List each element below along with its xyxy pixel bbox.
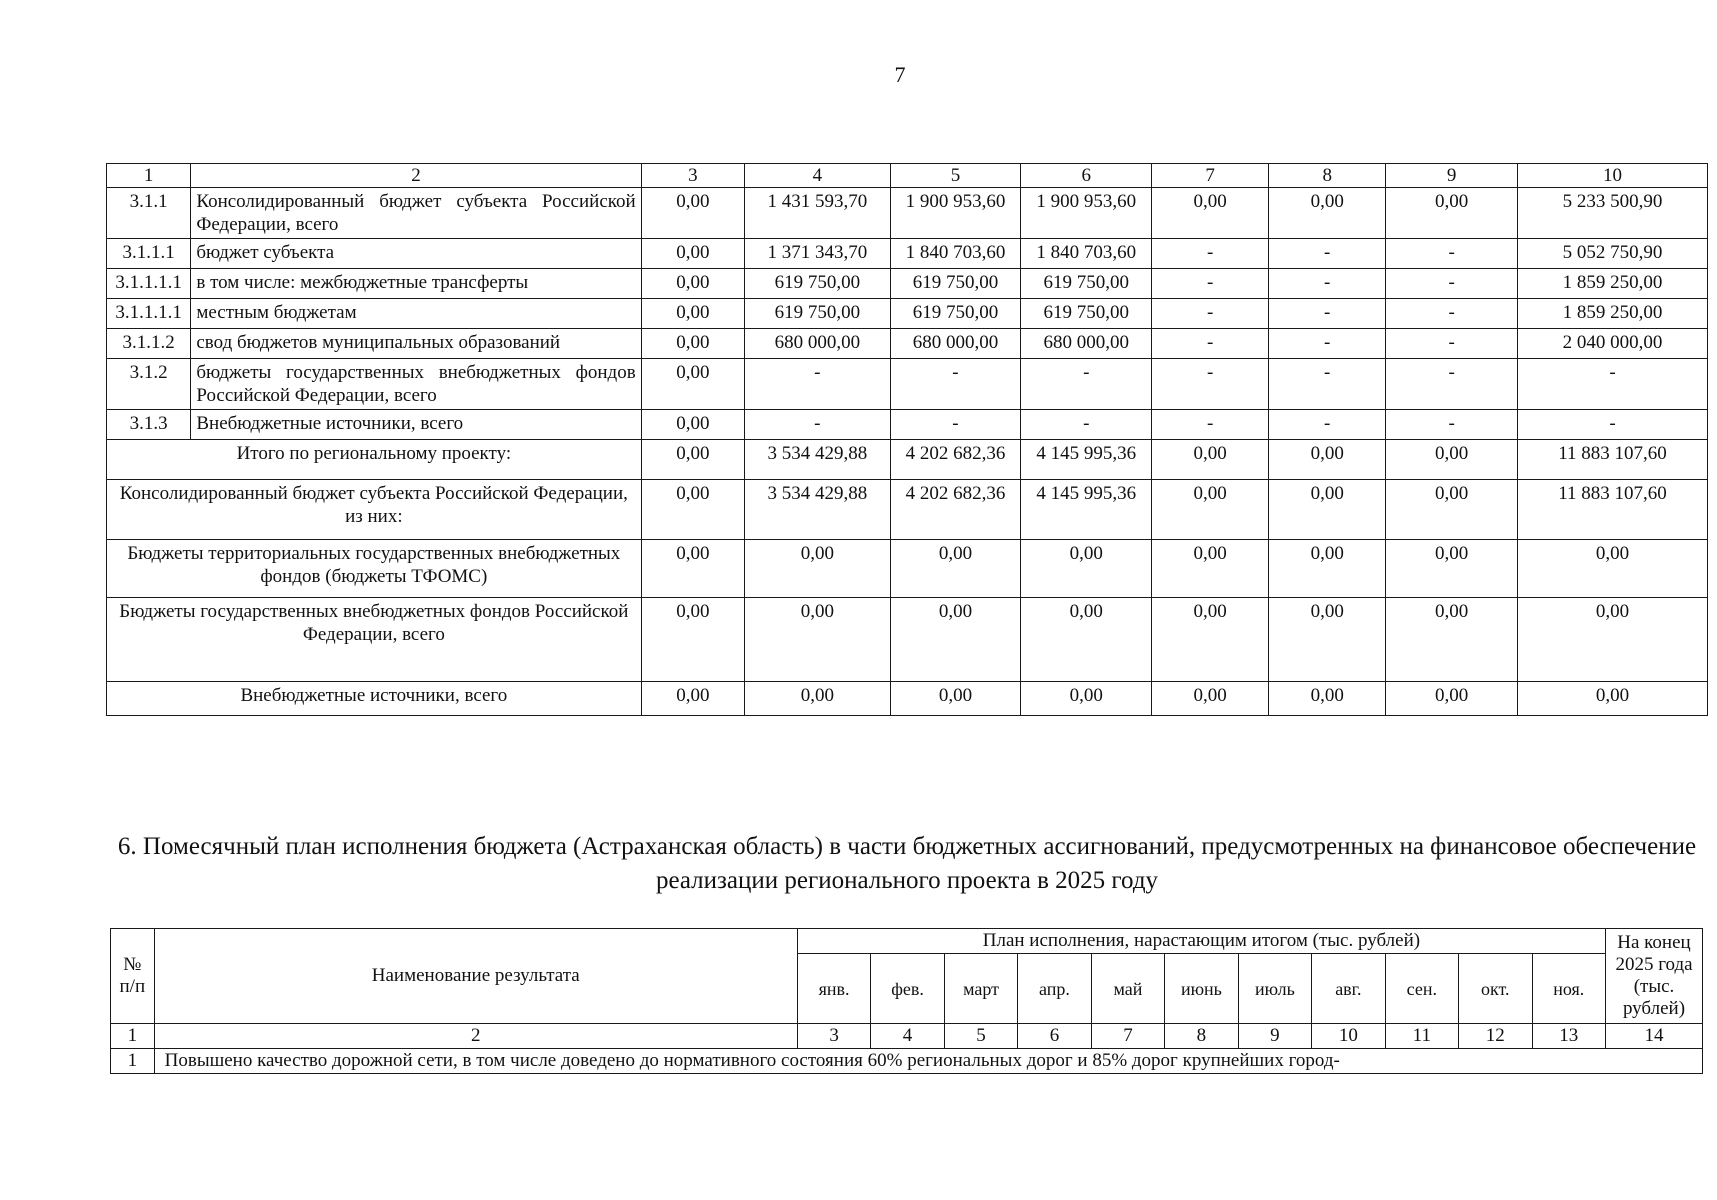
row-value: 1 371 343,70 bbox=[745, 239, 891, 269]
row-code: 3.1.1.2 bbox=[107, 329, 191, 359]
row-text: Повышено качество дорожной сети, в том числе доведено до нормативного состояния 60% региональных дорог и 85% дорог крупнейших город- bbox=[154, 1049, 1702, 1074]
row-value: 1 859 250,00 bbox=[1518, 299, 1708, 329]
row-value: 1 840 703,60 bbox=[1021, 239, 1152, 269]
row-value: - bbox=[1152, 410, 1269, 440]
row-value: - bbox=[1518, 359, 1708, 410]
row-value: - bbox=[1386, 239, 1518, 269]
summary-label: Консолидированный бюджет субъекта Российской Федерации, из них: bbox=[107, 480, 642, 540]
summary-value: 0,00 bbox=[890, 540, 1021, 598]
row-value: - bbox=[1269, 410, 1386, 440]
column-number: 2 bbox=[191, 164, 641, 188]
row-value: 0,00 bbox=[641, 410, 744, 440]
row-value: 2 040 000,00 bbox=[1518, 329, 1708, 359]
row-value: 0,00 bbox=[641, 239, 744, 269]
summary-value: 0,00 bbox=[1021, 540, 1152, 598]
row-name: Консолидированный бюджет субъекта Российской Федерации, всего bbox=[191, 188, 641, 239]
column-number-row bbox=[111, 1024, 1703, 1049]
row-value: 619 750,00 bbox=[890, 299, 1021, 329]
summary-value: 0,00 bbox=[745, 598, 891, 682]
column-number: 12 bbox=[1459, 1024, 1532, 1049]
summary-value: 4 145 995,36 bbox=[1021, 440, 1152, 480]
summary-row bbox=[107, 598, 1708, 682]
row-name: в том числе: межбюджетные трансферты bbox=[191, 269, 641, 299]
table-row bbox=[107, 269, 1708, 299]
month-header: март bbox=[944, 954, 1017, 1024]
column-number: 1 bbox=[107, 164, 191, 188]
row-value: 619 750,00 bbox=[1021, 299, 1152, 329]
summary-label: Бюджеты государственных внебюджетных фондов Российской Федерации, всего bbox=[107, 598, 642, 682]
row-value: - bbox=[1269, 359, 1386, 410]
column-number: 6 bbox=[1021, 164, 1152, 188]
summary-value: 0,00 bbox=[890, 598, 1021, 682]
row-code: 3.1.1.1 bbox=[107, 239, 191, 269]
row-value: - bbox=[1152, 329, 1269, 359]
row-value: 1 859 250,00 bbox=[1518, 269, 1708, 299]
summary-row bbox=[107, 540, 1708, 598]
plan-header: План исполнения, нарастающим итогом (тыс. рублей) bbox=[797, 929, 1605, 954]
row-value: - bbox=[1269, 239, 1386, 269]
summary-row bbox=[107, 682, 1708, 716]
summary-value: 0,00 bbox=[641, 682, 744, 716]
row-value: - bbox=[1152, 269, 1269, 299]
row-value: 0,00 bbox=[641, 269, 744, 299]
summary-value: 0,00 bbox=[1269, 440, 1386, 480]
summary-label: Итого по региональному проекту: bbox=[107, 440, 642, 480]
summary-value: 0,00 bbox=[1021, 682, 1152, 716]
summary-value: 0,00 bbox=[1518, 598, 1708, 682]
summary-value: 0,00 bbox=[745, 682, 891, 716]
month-header: май bbox=[1091, 954, 1164, 1024]
row-name: бюджеты государственных внебюджетных фондов Российской Федерации, всего bbox=[191, 359, 641, 410]
month-header: апр. bbox=[1018, 954, 1091, 1024]
row-value: - bbox=[1386, 299, 1518, 329]
table-row bbox=[107, 299, 1708, 329]
row-name: местным бюджетам bbox=[191, 299, 641, 329]
row-value: - bbox=[1269, 329, 1386, 359]
column-number: 1 bbox=[111, 1024, 155, 1049]
result-name-header: Наименование результата bbox=[154, 929, 797, 1024]
summary-value: 0,00 bbox=[1152, 540, 1269, 598]
column-number: 10 bbox=[1518, 164, 1708, 188]
row-value: - bbox=[890, 410, 1021, 440]
summary-value: 11 883 107,60 bbox=[1518, 480, 1708, 540]
summary-value: 0,00 bbox=[1152, 682, 1269, 716]
column-number: 3 bbox=[641, 164, 744, 188]
row-value: 0,00 bbox=[1269, 188, 1386, 239]
summary-value: 0,00 bbox=[745, 540, 891, 598]
summary-row bbox=[107, 440, 1708, 480]
summary-value: 0,00 bbox=[1386, 598, 1518, 682]
row-number: 1 bbox=[111, 1049, 155, 1074]
summary-value: 3 534 429,88 bbox=[745, 440, 891, 480]
summary-value: 0,00 bbox=[1021, 598, 1152, 682]
month-header: сен. bbox=[1385, 954, 1458, 1024]
number-column-header: № п/п bbox=[111, 929, 155, 1024]
table-row bbox=[107, 359, 1708, 410]
row-value: 619 750,00 bbox=[890, 269, 1021, 299]
summary-value: 0,00 bbox=[641, 598, 744, 682]
table-row bbox=[107, 410, 1708, 440]
page-number: 7 bbox=[894, 62, 906, 87]
row-value: - bbox=[1269, 299, 1386, 329]
column-number: 6 bbox=[1018, 1024, 1091, 1049]
summary-value: 0,00 bbox=[1518, 540, 1708, 598]
table-row bbox=[107, 239, 1708, 269]
month-header: июнь bbox=[1165, 954, 1238, 1024]
row-value: - bbox=[1152, 359, 1269, 410]
column-number: 13 bbox=[1532, 1024, 1605, 1049]
row-value: 619 750,00 bbox=[745, 269, 891, 299]
summary-value: 0,00 bbox=[1386, 480, 1518, 540]
row-value: 680 000,00 bbox=[890, 329, 1021, 359]
row-value: - bbox=[1518, 410, 1708, 440]
column-number: 8 bbox=[1269, 164, 1386, 188]
column-number: 5 bbox=[944, 1024, 1017, 1049]
column-number: 4 bbox=[745, 164, 891, 188]
row-code: 3.1.2 bbox=[107, 359, 191, 410]
summary-value: 4 145 995,36 bbox=[1021, 480, 1152, 540]
row-value: 1 900 953,60 bbox=[890, 188, 1021, 239]
summary-value: 0,00 bbox=[890, 682, 1021, 716]
row-name: бюджет субъекта bbox=[191, 239, 641, 269]
month-header: июль bbox=[1238, 954, 1311, 1024]
table-row bbox=[107, 329, 1708, 359]
summary-value: 0,00 bbox=[1269, 682, 1386, 716]
column-number: 7 bbox=[1091, 1024, 1164, 1049]
column-number: 5 bbox=[890, 164, 1021, 188]
summary-value: 0,00 bbox=[1386, 440, 1518, 480]
row-name: свод бюджетов муниципальных образований bbox=[191, 329, 641, 359]
summary-row bbox=[107, 480, 1708, 540]
row-value: 5 233 500,90 bbox=[1518, 188, 1708, 239]
column-number: 10 bbox=[1312, 1024, 1385, 1049]
row-value: - bbox=[1021, 359, 1152, 410]
section-6-title: 6. Помесячный план исполнения бюджета (Астраханская область) в части бюджетных ассигнований, предусмотренных на финансовое обеспечение реализации регионального проекта в 2025 году bbox=[117, 833, 1697, 894]
row-value: 1 431 593,70 bbox=[745, 188, 891, 239]
row-value: 0,00 bbox=[641, 359, 744, 410]
summary-label: Бюджеты территориальных государственных внебюджетных фондов (бюджеты ТФОМС) bbox=[107, 540, 642, 598]
row-value: 0,00 bbox=[1152, 188, 1269, 239]
budget-table bbox=[106, 163, 1708, 716]
row-value: - bbox=[1021, 410, 1152, 440]
summary-value: 0,00 bbox=[1269, 540, 1386, 598]
monthly-plan-table bbox=[110, 928, 1703, 1074]
summary-value: 0,00 bbox=[1152, 598, 1269, 682]
row-value: 1 840 703,60 bbox=[890, 239, 1021, 269]
row-value: 619 750,00 bbox=[1021, 269, 1152, 299]
row-code: 3.1.3 bbox=[107, 410, 191, 440]
row-code: 3.1.1 bbox=[107, 188, 191, 239]
row-value: 680 000,00 bbox=[1021, 329, 1152, 359]
summary-value: 0,00 bbox=[641, 480, 744, 540]
row-value: 1 900 953,60 bbox=[1021, 188, 1152, 239]
column-number: 14 bbox=[1606, 1024, 1703, 1049]
row-value: - bbox=[1386, 269, 1518, 299]
row-value: - bbox=[1386, 410, 1518, 440]
column-number: 9 bbox=[1238, 1024, 1311, 1049]
row-value: - bbox=[1152, 239, 1269, 269]
row-value: - bbox=[745, 410, 891, 440]
summary-label: Внебюджетные источники, всего bbox=[107, 682, 642, 716]
table-row bbox=[111, 1049, 1703, 1074]
table-row bbox=[107, 188, 1708, 239]
row-value: - bbox=[1386, 329, 1518, 359]
column-number: 11 bbox=[1385, 1024, 1458, 1049]
column-number-row bbox=[107, 164, 1708, 188]
row-name: Внебюджетные источники, всего bbox=[191, 410, 641, 440]
row-value: 680 000,00 bbox=[745, 329, 891, 359]
year-end-header: На конец 2025 года (тыс. рублей) bbox=[1606, 929, 1703, 1024]
column-number: 8 bbox=[1165, 1024, 1238, 1049]
summary-value: 0,00 bbox=[1152, 440, 1269, 480]
row-value: 5 052 750,90 bbox=[1518, 239, 1708, 269]
summary-value: 4 202 682,36 bbox=[890, 440, 1021, 480]
row-value: - bbox=[1269, 269, 1386, 299]
month-header: окт. bbox=[1459, 954, 1532, 1024]
column-number: 9 bbox=[1386, 164, 1518, 188]
summary-value: 0,00 bbox=[1269, 480, 1386, 540]
row-code: 3.1.1.1.1 bbox=[107, 269, 191, 299]
summary-value: 0,00 bbox=[641, 540, 744, 598]
row-value: 619 750,00 bbox=[745, 299, 891, 329]
month-header: янв. bbox=[797, 954, 870, 1024]
month-header: авг. bbox=[1312, 954, 1385, 1024]
summary-value: 11 883 107,60 bbox=[1518, 440, 1708, 480]
summary-value: 0,00 bbox=[1518, 682, 1708, 716]
row-value: - bbox=[890, 359, 1021, 410]
row-value: 0,00 bbox=[641, 329, 744, 359]
summary-value: 0,00 bbox=[1152, 480, 1269, 540]
row-value: 0,00 bbox=[641, 188, 744, 239]
plan-header-row bbox=[111, 929, 1703, 954]
row-value: - bbox=[1386, 359, 1518, 410]
row-code: 3.1.1.1.1 bbox=[107, 299, 191, 329]
column-number: 7 bbox=[1152, 164, 1269, 188]
summary-value: 3 534 429,88 bbox=[745, 480, 891, 540]
summary-value: 0,00 bbox=[641, 440, 744, 480]
row-value: - bbox=[1152, 299, 1269, 329]
column-number: 3 bbox=[797, 1024, 870, 1049]
summary-value: 0,00 bbox=[1386, 682, 1518, 716]
column-number: 2 bbox=[154, 1024, 797, 1049]
summary-value: 0,00 bbox=[1386, 540, 1518, 598]
row-value: - bbox=[745, 359, 891, 410]
summary-value: 4 202 682,36 bbox=[890, 480, 1021, 540]
row-value: 0,00 bbox=[641, 299, 744, 329]
summary-value: 0,00 bbox=[1269, 598, 1386, 682]
column-number: 4 bbox=[871, 1024, 944, 1049]
row-value: 0,00 bbox=[1386, 188, 1518, 239]
month-header: ноя. bbox=[1532, 954, 1605, 1024]
month-header: фев. bbox=[871, 954, 944, 1024]
